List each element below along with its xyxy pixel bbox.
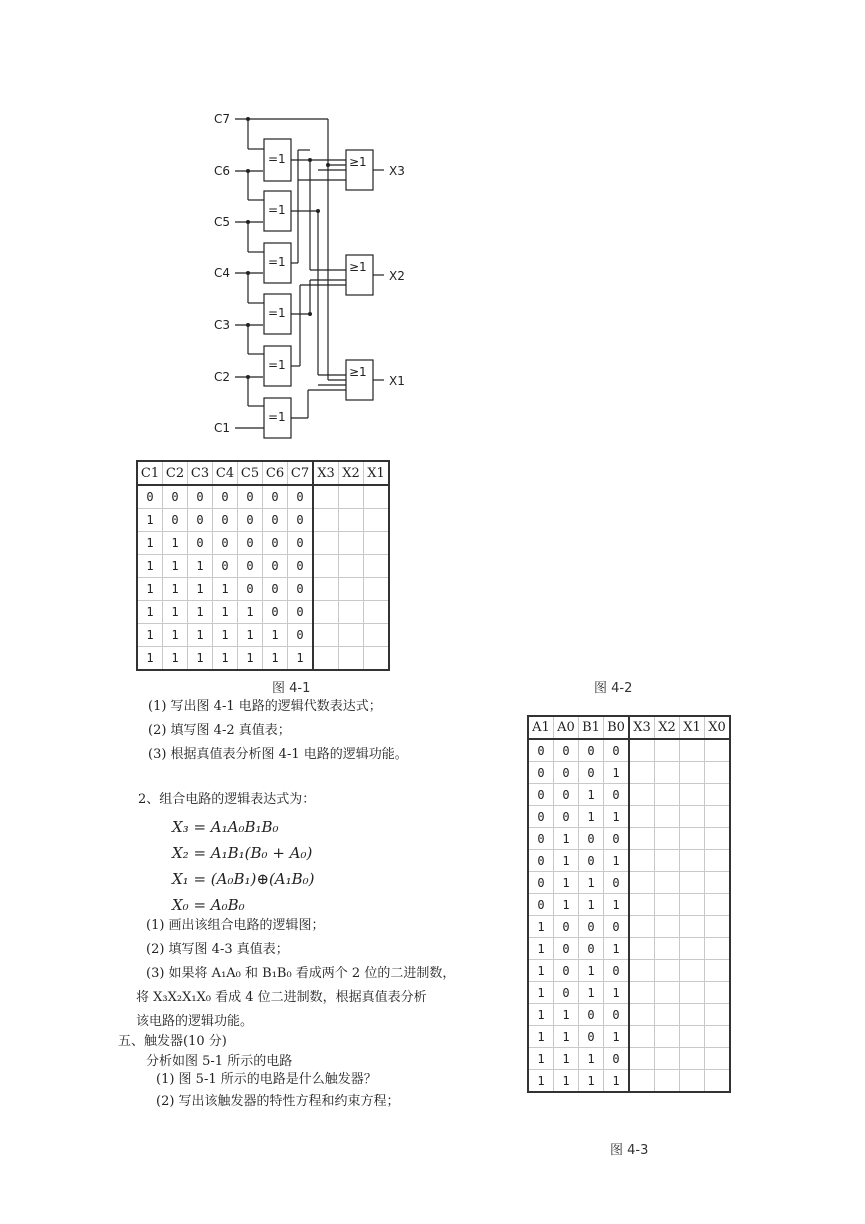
- output-label-x2: X2: [389, 269, 405, 283]
- table-cell: 1: [579, 872, 604, 894]
- table-cell: 0: [238, 578, 263, 601]
- question-item: (2) 写出该触发器的特性方程和约束方程；: [156, 1094, 400, 1109]
- table-cell: 1: [238, 601, 263, 624]
- table-row: [528, 960, 730, 982]
- blank-answer-cell: [680, 938, 705, 960]
- table-cell: 0: [604, 1004, 630, 1026]
- table-cell: 1: [579, 894, 604, 916]
- table-row: [528, 784, 730, 806]
- table-cell: 0: [263, 532, 288, 555]
- or-gate-label: ≥1: [349, 155, 367, 169]
- table-cell: 1: [604, 762, 630, 784]
- blank-answer-cell: [339, 555, 364, 578]
- blank-answer-cell: [339, 532, 364, 555]
- table-cell: 1: [528, 916, 554, 938]
- input-label-c7: C7: [214, 112, 231, 126]
- column-header: X3: [313, 461, 339, 485]
- table-cell: 0: [528, 828, 554, 850]
- figure-caption-4-2: 图 4-2: [594, 681, 633, 696]
- table-cell: 1: [579, 806, 604, 828]
- table-cell: 0: [238, 485, 263, 509]
- table-cell: 1: [579, 1048, 604, 1070]
- table-row: [528, 1070, 730, 1093]
- table-cell: 0: [604, 739, 630, 762]
- blank-answer-cell: [705, 828, 731, 850]
- table-cell: 1: [528, 1070, 554, 1093]
- table-cell: 0: [213, 485, 238, 509]
- question-2-title: 2、组合电路的逻辑表达式为：: [138, 792, 316, 807]
- blank-answer-cell: [655, 1026, 680, 1048]
- truth-table-4-3: [527, 715, 731, 1093]
- table-cell: 0: [604, 872, 630, 894]
- table-cell: 1: [579, 784, 604, 806]
- blank-answer-cell: [629, 894, 655, 916]
- table-row: [528, 916, 730, 938]
- table-cell: 0: [528, 762, 554, 784]
- table-cell: 0: [528, 894, 554, 916]
- table-cell: 1: [554, 872, 579, 894]
- table-cell: 0: [163, 509, 188, 532]
- table-cell: 0: [554, 960, 579, 982]
- blank-answer-cell: [705, 784, 731, 806]
- blank-answer-cell: [629, 1048, 655, 1070]
- table-cell: 1: [554, 828, 579, 850]
- blank-answer-cell: [680, 828, 705, 850]
- table-cell: 0: [554, 806, 579, 828]
- blank-answer-cell: [705, 960, 731, 982]
- table-cell: 1: [213, 578, 238, 601]
- column-header: A1: [528, 716, 554, 739]
- question-item: (1) 写出图 4-1 电路的逻辑代数表达式；: [148, 699, 382, 714]
- blank-answer-cell: [364, 624, 390, 647]
- blank-answer-cell: [680, 784, 705, 806]
- table-cell: 0: [238, 555, 263, 578]
- table-cell: 1: [528, 1048, 554, 1070]
- blank-answer-cell: [629, 850, 655, 872]
- table-cell: 1: [213, 647, 238, 671]
- table-header-row: [528, 716, 730, 739]
- blank-answer-cell: [364, 647, 390, 671]
- blank-answer-cell: [680, 1070, 705, 1093]
- table-cell: 1: [528, 960, 554, 982]
- blank-answer-cell: [313, 509, 339, 532]
- xor-gate-label: =1: [268, 410, 286, 424]
- blank-answer-cell: [655, 828, 680, 850]
- blank-answer-cell: [680, 1026, 705, 1048]
- blank-answer-cell: [364, 578, 390, 601]
- equation-x0: X₀ = A₀B₀: [172, 896, 245, 914]
- table-cell: 1: [137, 578, 163, 601]
- table-row: [137, 601, 389, 624]
- table-row: [528, 850, 730, 872]
- table-row: [137, 509, 389, 532]
- blank-answer-cell: [629, 938, 655, 960]
- table-cell: 1: [604, 938, 630, 960]
- section-5-title: 五、触发器(10 分): [118, 1034, 227, 1049]
- table-row: [137, 555, 389, 578]
- xor-gate-label: =1: [268, 152, 286, 166]
- table-cell: 1: [263, 624, 288, 647]
- table-cell: 1: [528, 938, 554, 960]
- table-cell: 0: [604, 916, 630, 938]
- table-cell: 1: [137, 509, 163, 532]
- question-item: 将 X₃X₂X₁X₀ 看成 4 位二进制数，根据真值表分析: [136, 990, 427, 1005]
- table-row: [137, 532, 389, 555]
- blank-answer-cell: [629, 872, 655, 894]
- section-5-intro: 分析如图 5-1 所示的电路: [146, 1054, 293, 1069]
- blank-answer-cell: [629, 762, 655, 784]
- blank-answer-cell: [629, 806, 655, 828]
- table-cell: 1: [604, 982, 630, 1004]
- equations-block: [172, 814, 315, 918]
- column-header: X3: [629, 716, 655, 739]
- blank-answer-cell: [655, 894, 680, 916]
- table-cell: 1: [579, 960, 604, 982]
- blank-answer-cell: [629, 1070, 655, 1093]
- table-cell: 1: [554, 1004, 579, 1026]
- table-cell: 0: [263, 485, 288, 509]
- equation-x2: X₂ = A₁B₁(B₀ + A₀): [172, 844, 313, 862]
- table-cell: 0: [528, 784, 554, 806]
- blank-answer-cell: [705, 872, 731, 894]
- table-cell: 1: [554, 1048, 579, 1070]
- table-cell: 1: [579, 1070, 604, 1093]
- table-cell: 0: [213, 532, 238, 555]
- blank-answer-cell: [680, 872, 705, 894]
- blank-answer-cell: [705, 1048, 731, 1070]
- table-cell: 1: [188, 601, 213, 624]
- table-cell: 0: [288, 509, 314, 532]
- table-cell: 1: [288, 647, 314, 671]
- table-cell: 0: [188, 485, 213, 509]
- column-header: C3: [188, 461, 213, 485]
- table-cell: 0: [604, 828, 630, 850]
- table-row: [137, 647, 389, 671]
- blank-answer-cell: [705, 762, 731, 784]
- blank-answer-cell: [655, 960, 680, 982]
- output-label-x3: X3: [389, 164, 405, 178]
- table-cell: 0: [554, 982, 579, 1004]
- table-cell: 0: [528, 850, 554, 872]
- xor-gate-label: =1: [268, 203, 286, 217]
- table-cell: 0: [238, 509, 263, 532]
- question-item: 该电路的逻辑功能。: [136, 1014, 254, 1029]
- column-header: C5: [238, 461, 263, 485]
- table-cell: 0: [288, 485, 314, 509]
- table-row: [137, 578, 389, 601]
- blank-answer-cell: [339, 624, 364, 647]
- table-cell: 1: [163, 532, 188, 555]
- blank-answer-cell: [680, 806, 705, 828]
- blank-answer-cell: [680, 1048, 705, 1070]
- table-cell: 1: [604, 806, 630, 828]
- column-header: C6: [263, 461, 288, 485]
- blank-answer-cell: [364, 601, 390, 624]
- table-cell: 1: [137, 532, 163, 555]
- table-cell: 0: [579, 938, 604, 960]
- table-cell: 1: [137, 647, 163, 671]
- table-cell: 0: [288, 624, 314, 647]
- blank-answer-cell: [680, 1004, 705, 1026]
- table-row: [528, 762, 730, 784]
- blank-answer-cell: [364, 532, 390, 555]
- table-cell: 1: [604, 894, 630, 916]
- table-cell: 0: [288, 601, 314, 624]
- table-cell: 1: [188, 624, 213, 647]
- table-cell: 1: [554, 1026, 579, 1048]
- blank-answer-cell: [629, 1004, 655, 1026]
- table-row: [528, 982, 730, 1004]
- column-header: C7: [288, 461, 314, 485]
- input-label-c3: C3: [214, 318, 231, 332]
- table-cell: 1: [238, 647, 263, 671]
- blank-answer-cell: [680, 850, 705, 872]
- table-cell: 1: [137, 624, 163, 647]
- table-cell: 1: [137, 601, 163, 624]
- table-row: [528, 1004, 730, 1026]
- column-header: A0: [554, 716, 579, 739]
- table-cell: 0: [263, 578, 288, 601]
- table-cell: 0: [213, 555, 238, 578]
- blank-answer-cell: [655, 938, 680, 960]
- table-cell: 1: [213, 624, 238, 647]
- table-row: [528, 739, 730, 762]
- table-cell: 0: [137, 485, 163, 509]
- blank-answer-cell: [705, 850, 731, 872]
- xor-gate-label: =1: [268, 358, 286, 372]
- table-cell: 0: [213, 509, 238, 532]
- blank-answer-cell: [655, 982, 680, 1004]
- question-item: (1) 画出该组合电路的逻辑图；: [146, 918, 325, 933]
- question-item: (3) 根据真值表分析图 4-1 电路的逻辑功能。: [148, 747, 408, 762]
- blank-answer-cell: [680, 916, 705, 938]
- input-label-c4: C4: [214, 266, 231, 280]
- table-cell: 0: [554, 916, 579, 938]
- blank-answer-cell: [629, 916, 655, 938]
- column-header: C1: [137, 461, 163, 485]
- table-cell: 1: [238, 624, 263, 647]
- table-cell: 0: [579, 916, 604, 938]
- blank-answer-cell: [705, 1070, 731, 1093]
- blank-answer-cell: [655, 739, 680, 762]
- xor-gate-label: =1: [268, 306, 286, 320]
- blank-answer-cell: [364, 485, 390, 509]
- truth-table-4-2: [136, 460, 390, 671]
- xor-gate-label: =1: [268, 255, 286, 269]
- equation-x1: X₁ = (A₀B₁)⊕(A₁B₀): [172, 870, 315, 888]
- blank-answer-cell: [629, 784, 655, 806]
- table-cell: 0: [579, 1004, 604, 1026]
- table-cell: 0: [604, 1048, 630, 1070]
- table-cell: 0: [554, 784, 579, 806]
- column-header: X2: [655, 716, 680, 739]
- table-cell: 1: [528, 1004, 554, 1026]
- blank-answer-cell: [705, 938, 731, 960]
- column-header: X2: [339, 461, 364, 485]
- table-row: [528, 828, 730, 850]
- blank-answer-cell: [705, 916, 731, 938]
- column-header: X1: [680, 716, 705, 739]
- blank-answer-cell: [313, 555, 339, 578]
- table-cell: 1: [188, 647, 213, 671]
- table-cell: 0: [604, 784, 630, 806]
- table-header-row: [137, 461, 389, 485]
- question-item: (2) 填写图 4-3 真值表；: [146, 942, 289, 957]
- table-row: [528, 938, 730, 960]
- table-row: [528, 1048, 730, 1070]
- table-cell: 0: [263, 601, 288, 624]
- column-header: X1: [364, 461, 390, 485]
- table-cell: 0: [288, 555, 314, 578]
- table-row: [137, 485, 389, 509]
- table-row: [137, 624, 389, 647]
- blank-answer-cell: [705, 894, 731, 916]
- table-cell: 0: [188, 509, 213, 532]
- blank-answer-cell: [629, 828, 655, 850]
- blank-answer-cell: [313, 485, 339, 509]
- table-cell: 1: [554, 850, 579, 872]
- blank-answer-cell: [655, 806, 680, 828]
- column-header: B0: [604, 716, 630, 739]
- blank-answer-cell: [364, 509, 390, 532]
- table-cell: 0: [263, 555, 288, 578]
- column-header: X0: [705, 716, 731, 739]
- output-label-x1: X1: [389, 374, 405, 388]
- table-cell: 1: [163, 624, 188, 647]
- figure-caption-4-3: 图 4-3: [610, 1143, 649, 1158]
- table-cell: 1: [579, 982, 604, 1004]
- table-cell: 1: [163, 601, 188, 624]
- table-cell: 1: [137, 555, 163, 578]
- blank-answer-cell: [705, 739, 731, 762]
- blank-answer-cell: [655, 1070, 680, 1093]
- blank-answer-cell: [680, 739, 705, 762]
- table-cell: 1: [604, 1026, 630, 1048]
- blank-answer-cell: [313, 624, 339, 647]
- table-cell: 1: [554, 894, 579, 916]
- column-header: B1: [579, 716, 604, 739]
- blank-answer-cell: [680, 960, 705, 982]
- table-cell: 1: [604, 850, 630, 872]
- table-cell: 0: [288, 578, 314, 601]
- blank-answer-cell: [339, 509, 364, 532]
- blank-answer-cell: [339, 578, 364, 601]
- question-item: (2) 填写图 4-2 真值表；: [148, 723, 291, 738]
- table-cell: 1: [163, 578, 188, 601]
- table-cell: 0: [554, 938, 579, 960]
- blank-answer-cell: [339, 647, 364, 671]
- blank-answer-cell: [313, 532, 339, 555]
- questions-part-1: [148, 695, 408, 767]
- blank-answer-cell: [655, 872, 680, 894]
- table-cell: 0: [554, 762, 579, 784]
- equation-x3: X₃ = A₁A₀B₁B₀: [172, 818, 279, 836]
- blank-answer-cell: [629, 1026, 655, 1048]
- section-5-items: [156, 1069, 400, 1113]
- table-cell: 0: [579, 762, 604, 784]
- table-cell: 0: [288, 532, 314, 555]
- table-row: [528, 806, 730, 828]
- table-cell: 0: [579, 1026, 604, 1048]
- table-row: [528, 1026, 730, 1048]
- blank-answer-cell: [655, 762, 680, 784]
- column-header: C4: [213, 461, 238, 485]
- table-cell: 1: [528, 1026, 554, 1048]
- blank-answer-cell: [339, 485, 364, 509]
- table-cell: 1: [163, 647, 188, 671]
- blank-answer-cell: [680, 894, 705, 916]
- table-cell: 0: [163, 485, 188, 509]
- table-cell: 0: [579, 828, 604, 850]
- blank-answer-cell: [680, 982, 705, 1004]
- input-label-c1: C1: [214, 421, 231, 435]
- blank-answer-cell: [655, 850, 680, 872]
- question-item: (1) 图 5-1 所示的电路是什么触发器？: [156, 1072, 377, 1087]
- blank-answer-cell: [705, 982, 731, 1004]
- table-cell: 0: [238, 532, 263, 555]
- blank-answer-cell: [705, 1026, 731, 1048]
- blank-answer-cell: [705, 1004, 731, 1026]
- blank-answer-cell: [655, 1048, 680, 1070]
- questions-part-2: [136, 914, 456, 1034]
- logic-circuit-diagram: [205, 105, 435, 445]
- blank-answer-cell: [313, 578, 339, 601]
- blank-answer-cell: [655, 916, 680, 938]
- input-label-c2: C2: [214, 370, 231, 384]
- blank-answer-cell: [655, 1004, 680, 1026]
- table-cell: 0: [528, 739, 554, 762]
- table-cell: 1: [604, 1070, 630, 1093]
- table-cell: 0: [528, 806, 554, 828]
- blank-answer-cell: [680, 762, 705, 784]
- blank-answer-cell: [655, 784, 680, 806]
- table-row: [528, 894, 730, 916]
- blank-answer-cell: [629, 982, 655, 1004]
- blank-answer-cell: [364, 555, 390, 578]
- table-cell: 0: [579, 739, 604, 762]
- table-cell: 1: [554, 1070, 579, 1093]
- table-cell: 1: [188, 578, 213, 601]
- column-header: C2: [163, 461, 188, 485]
- input-label-c6: C6: [214, 164, 231, 178]
- or-gate-label: ≥1: [349, 365, 367, 379]
- question-item: (3) 如果将 A₁A₀ 和 B₁B₀ 看成两个 2 位的二进制数，: [146, 966, 456, 981]
- table-cell: 1: [188, 555, 213, 578]
- or-gate-label: ≥1: [349, 260, 367, 274]
- table-cell: 0: [263, 509, 288, 532]
- blank-answer-cell: [313, 647, 339, 671]
- blank-answer-cell: [313, 601, 339, 624]
- table-cell: 0: [188, 532, 213, 555]
- table-cell: 0: [579, 850, 604, 872]
- blank-answer-cell: [629, 960, 655, 982]
- table-cell: 0: [528, 872, 554, 894]
- blank-answer-cell: [705, 806, 731, 828]
- table-cell: 0: [554, 739, 579, 762]
- blank-answer-cell: [339, 601, 364, 624]
- input-label-c5: C5: [214, 215, 231, 229]
- table-cell: 1: [163, 555, 188, 578]
- table-row: [528, 872, 730, 894]
- table-cell: 0: [604, 960, 630, 982]
- table-cell: 1: [528, 982, 554, 1004]
- table-cell: 1: [263, 647, 288, 671]
- table-cell: 1: [213, 601, 238, 624]
- blank-answer-cell: [629, 739, 655, 762]
- figure-caption-4-1: 图 4-1: [272, 681, 311, 696]
